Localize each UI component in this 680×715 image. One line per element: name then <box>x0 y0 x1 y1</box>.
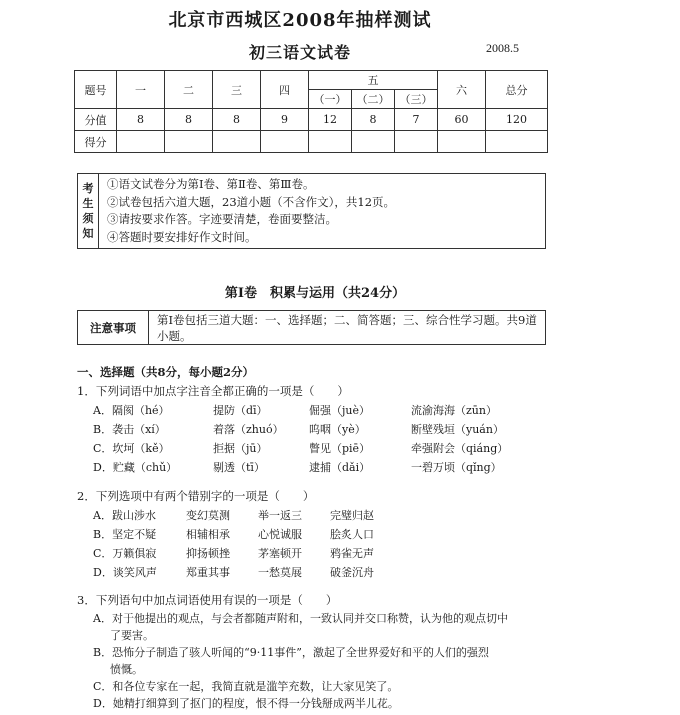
q3-stem: 3．下列语句中加点词语使用有误的一项是（ ） <box>77 593 338 607</box>
q3-options <box>93 610 553 712</box>
points-cell: 8 <box>352 109 395 131</box>
notice-label-char: 知 <box>82 227 94 240</box>
exam-date: 2008.5 <box>486 41 519 55</box>
option-word: 举一返三 <box>258 509 302 522</box>
option-word: 呜咽（yè） <box>309 423 366 436</box>
points-cell: 60 <box>438 109 486 131</box>
header-col-5: 五 <box>309 71 438 90</box>
q3-option-a[interactable]: A．对于他提出的观点，与会者都随声附和，一致认同并交口称赞，认为他的观点切中 <box>93 612 508 625</box>
notice-label-char: 生 <box>82 197 94 210</box>
header-col-3: 三 <box>213 71 261 109</box>
points-cell: 8 <box>117 109 165 131</box>
option-word: B．坚定不疑 <box>93 528 157 541</box>
option-word: 一愁莫展 <box>258 566 302 579</box>
option-word: 一碧万顷（qǐng） <box>411 461 502 474</box>
q2-option-row[interactable] <box>93 526 553 545</box>
option-word: 倔强（juè） <box>309 404 371 417</box>
option-word: B．袭击（xí） <box>93 423 166 436</box>
option-word: 脍炙人口 <box>330 528 374 541</box>
score-cell[interactable] <box>486 131 548 153</box>
header-col-2: 二 <box>165 71 213 109</box>
q1-stem: 1．下列词语中加点字注音全都正确的一项是（ ） <box>77 384 349 398</box>
option-word: 断壁残垣（yuán） <box>411 423 504 436</box>
option-word: 完璧归赵 <box>330 509 374 522</box>
option-word: 郑重其事 <box>186 566 230 579</box>
points-cell: 12 <box>309 109 352 131</box>
points-row <box>75 109 548 131</box>
score-cell[interactable] <box>309 131 352 153</box>
score-cell[interactable] <box>438 131 486 153</box>
q2-option-row[interactable] <box>93 545 553 564</box>
notice-item: ③请按要求作答。字迹要清楚，卷面要整洁。 <box>107 212 337 226</box>
score-row <box>75 131 548 153</box>
header-col-6: 六 <box>438 71 486 109</box>
exam-title: 北京市西城区2008年抽样测试 <box>168 10 432 31</box>
q2-option-row[interactable] <box>93 507 553 526</box>
option-word: D．谈笑风声 <box>93 566 157 579</box>
score-cell[interactable] <box>261 131 309 153</box>
exam-subtitle: 初三语文试卷 <box>248 43 351 62</box>
notice-items <box>99 174 395 248</box>
header-tihao: 题号 <box>75 71 117 109</box>
attention-box <box>77 310 546 345</box>
points-cell: 8 <box>213 109 261 131</box>
header-col-total: 总分 <box>486 71 548 109</box>
q3-option-b[interactable]: B．恐怖分子制造了骇人听闻的“9·11事件”，激起了全世界爱好和平的人们的强烈 <box>93 646 489 659</box>
score-cell[interactable] <box>213 131 261 153</box>
q1-option-row[interactable] <box>93 440 553 459</box>
option-word: A．跋山涉水 <box>93 509 156 522</box>
row-label-defen: 得分 <box>75 131 117 153</box>
q1-option-row[interactable] <box>93 402 553 421</box>
score-cell[interactable] <box>165 131 213 153</box>
q2-options <box>93 507 553 583</box>
option-word: 拒据（jū） <box>213 442 268 455</box>
option-word: C．坎坷（kě） <box>93 442 170 455</box>
score-cell[interactable] <box>395 131 438 153</box>
header-col-5a: （一） <box>309 90 352 109</box>
notice-label-char: 考 <box>82 182 94 195</box>
option-word: 破釜沉舟 <box>330 566 374 579</box>
header-col-5c: （三） <box>395 90 438 109</box>
row-label-fenzhi: 分值 <box>75 109 117 131</box>
section-title: 第Ⅰ卷 积累与运用（共24分） <box>224 286 406 301</box>
option-word: C．万籁俱寂 <box>93 547 157 560</box>
part1-heading: 一、选择题（共8分，每小题2分） <box>77 365 255 379</box>
notice-item: ④答题时要安排好作文时间。 <box>107 229 257 244</box>
q3-option-d[interactable]: D．她精打细算到了抠门的程度，恨不得一分钱掰成两半儿花。 <box>93 697 399 710</box>
option-word: A．隔阂（hé） <box>93 404 170 417</box>
q2-option-row[interactable] <box>93 564 553 583</box>
option-word: 鸦雀无声 <box>330 547 374 560</box>
points-cell: 9 <box>261 109 309 131</box>
points-cell: 7 <box>395 109 438 131</box>
q1-options <box>93 402 553 478</box>
option-word: 着落（zhuó） <box>213 423 284 436</box>
score-cell[interactable] <box>117 131 165 153</box>
option-word: 流渝海海（zūn） <box>411 404 497 417</box>
points-cell: 8 <box>165 109 213 131</box>
attention-label: 注意事项 <box>78 311 149 344</box>
header-col-5b: （二） <box>352 90 395 109</box>
notice-label <box>78 174 99 248</box>
points-cell: 120 <box>486 109 548 131</box>
option-word: 茅塞顿开 <box>258 547 302 560</box>
candidate-notice-box <box>77 173 546 249</box>
score-table <box>74 70 548 153</box>
notice-label-char: 须 <box>82 212 94 225</box>
option-word: 瞥见（piē） <box>309 442 371 455</box>
option-word: 牵强附会（qiáng） <box>411 442 509 455</box>
notice-item: ①语文试卷分为第Ⅰ卷、第Ⅱ卷、第Ⅲ卷。 <box>107 177 315 191</box>
q1-option-row[interactable] <box>93 459 553 478</box>
q2-stem: 2．下列选项中有两个错别字的一项是（ ） <box>77 489 315 503</box>
q3-option-b-cont: 愤慨。 <box>110 663 143 676</box>
option-word: 变幻莫测 <box>186 509 230 522</box>
q3-option-c[interactable]: C．和各位专家在一起，我简直就是滥竽充数，让大家见笑了。 <box>93 680 399 693</box>
option-word: 抑扬顿挫 <box>186 547 230 560</box>
option-word: 剔透（tī） <box>213 461 265 474</box>
attention-text: 第Ⅰ卷包括三道大题：一、选择题；二、简答题；三、综合性学习题。共9道小题。 <box>157 313 537 343</box>
option-word: 逮捕（dǎi） <box>309 461 371 474</box>
header-col-4: 四 <box>261 71 309 109</box>
q3-option-a-cont: 了要害。 <box>110 629 154 642</box>
option-word: D．贮藏（chǔ） <box>93 461 178 474</box>
score-cell[interactable] <box>352 131 395 153</box>
q1-option-row[interactable] <box>93 421 553 440</box>
option-word: 相辅相承 <box>186 528 230 541</box>
header-col-1: 一 <box>117 71 165 109</box>
option-word: 心悦诚服 <box>258 528 302 541</box>
option-word: 提防（dī） <box>213 404 268 417</box>
notice-item: ②试卷包括六道大题，23道小题（不含作文），共12页。 <box>107 194 396 209</box>
